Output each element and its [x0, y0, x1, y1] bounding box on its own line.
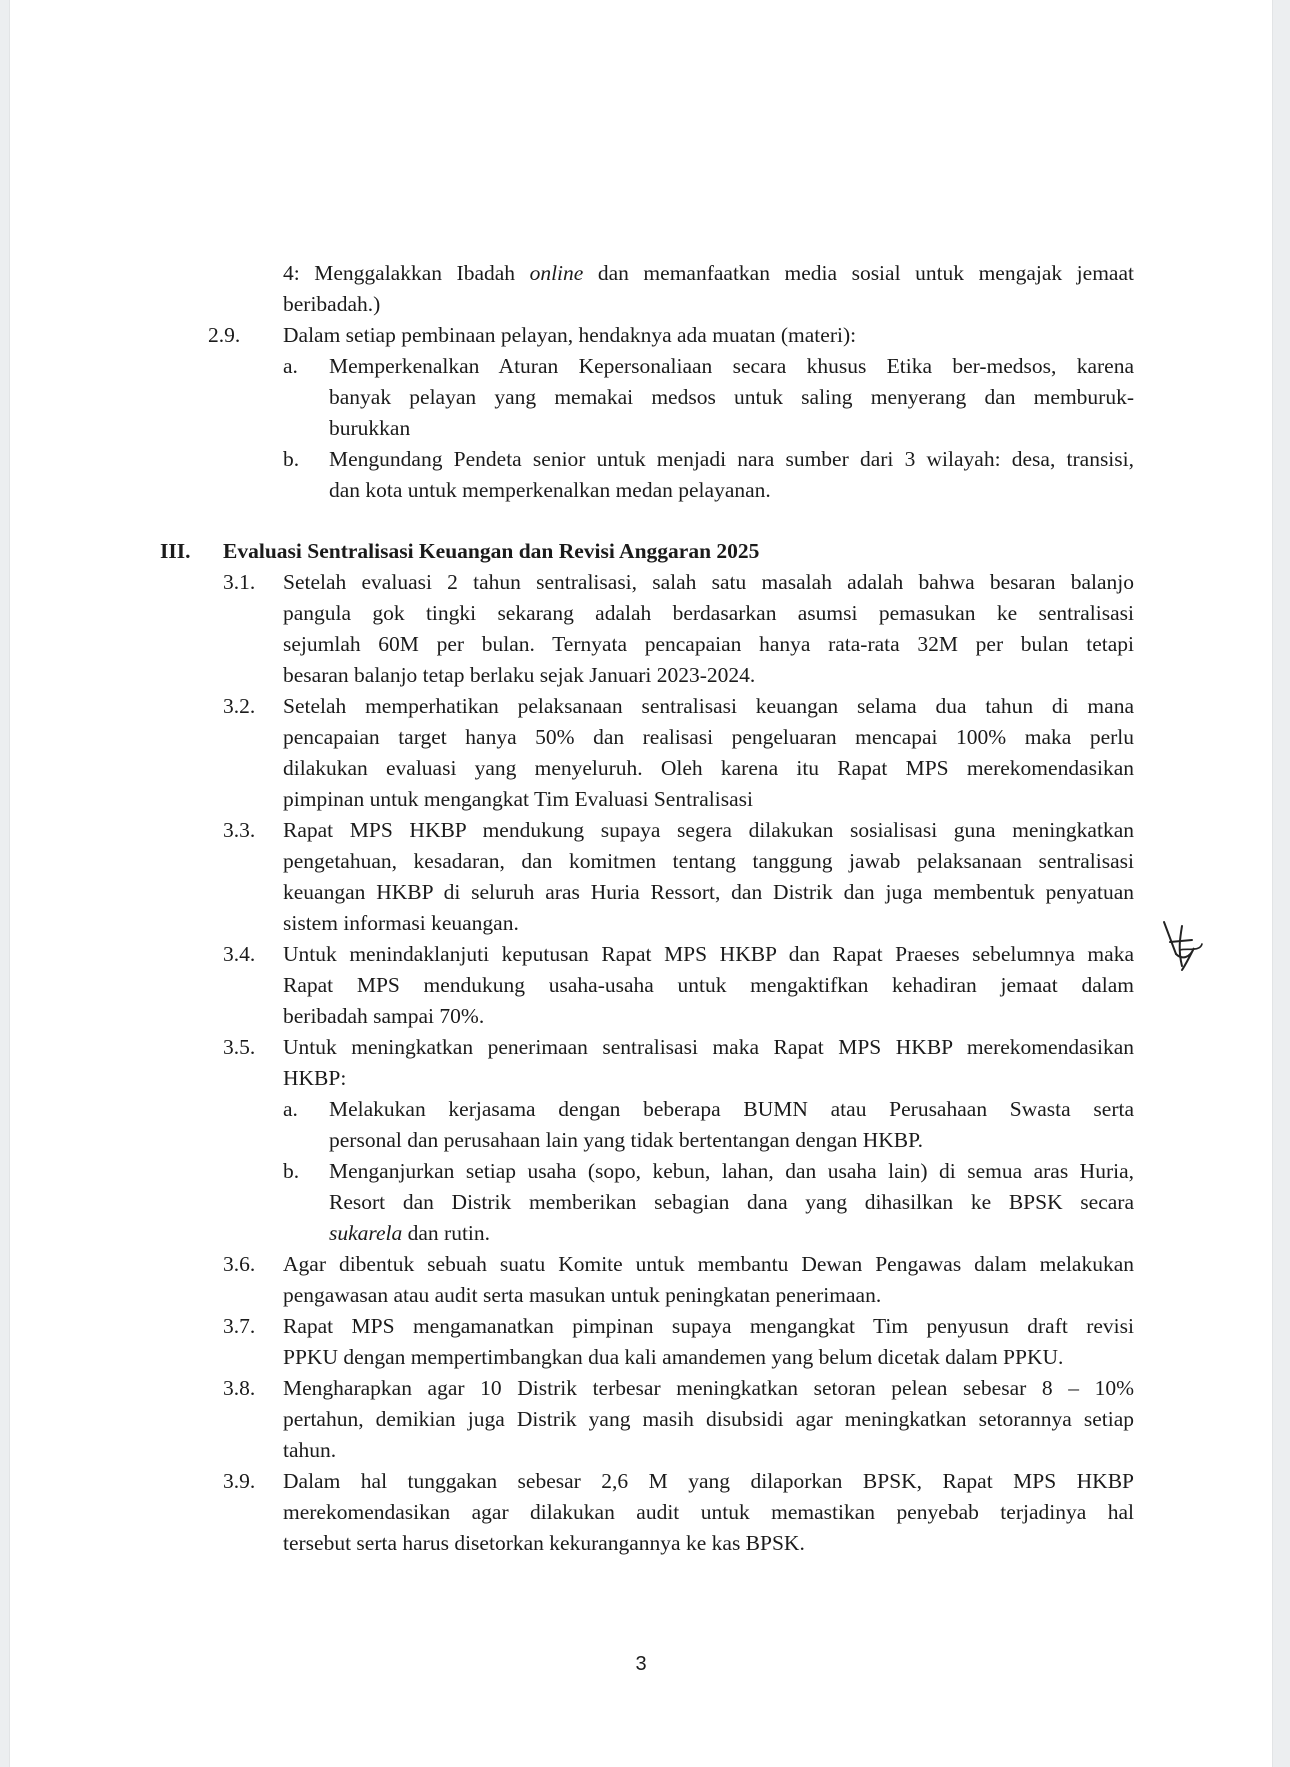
- item-3-9-line-3: tersebut serta harus disetorkan kekurangannya ke kas BPSK.: [283, 1531, 805, 1555]
- item-3-5-line-2: HKBP:: [283, 1066, 347, 1090]
- item-3-8-number: 3.8.: [223, 1376, 256, 1400]
- item-2-9-a-line-3: burukkan: [329, 416, 411, 440]
- item-3-7-line-2: PPKU dengan mempertimbangkan dua kali amandemen yang belum dicetak dalam PPKU.: [283, 1345, 1064, 1369]
- intro-line-2: beribadah.): [283, 292, 381, 316]
- item-3-5-b-line-2: Resort dan Distrik memberikan sebagian dana yang dihasilkan ke BPSK secara: [329, 1190, 1134, 1214]
- intro-text-post: dan memanfaatkan media sosial untuk mengajak jemaat: [583, 261, 1134, 285]
- item-2-9-a-line-2: banyak pelayan yang memakai medsos untuk saling menyerang dan memburuk-: [329, 385, 1134, 409]
- item-3-3-line-1: Rapat MPS HKBP mendukung supaya segera dilakukan sosialisasi guna meningkatkan: [283, 818, 1134, 842]
- item-3-9-line-2: merekomendasikan agar dilakukan audit untuk memastikan penyebab terjadinya hal: [283, 1500, 1134, 1524]
- item-3-5-a-line-1: Melakukan kerjasama dengan beberapa BUMN atau Perusahaan Swasta serta: [329, 1097, 1134, 1121]
- item-3-2-line-4: pimpinan untuk mengangkat Tim Evaluasi Sentralisasi: [283, 787, 753, 811]
- item-3-4-line-2: Rapat MPS mendukung usaha-usaha untuk mengaktifkan kehadiran jemaat dalam: [283, 973, 1134, 997]
- item-3-5-b-post: dan rutin.: [402, 1221, 491, 1245]
- intro-line-1: [283, 258, 1134, 289]
- item-3-2-number: 3.2.: [223, 694, 256, 718]
- document-page: [10, 0, 1272, 1767]
- item-3-1-line-1: Setelah evaluasi 2 tahun sentralisasi, salah satu masalah adalah bahwa besaran balanjo: [283, 570, 1134, 594]
- item-3-5-b-emphasis: sukarela: [329, 1221, 403, 1245]
- page-number: 3: [635, 1653, 647, 1675]
- item-3-8-line-3: tahun.: [283, 1438, 337, 1462]
- item-3-1-line-3: sejumlah 60M per bulan. Ternyata pencapaian hanya rata-rata 32M per bulan tetapi: [283, 632, 1134, 656]
- item-2-9-a-line-1: Memperkenalkan Aturan Kepersonaliaan secara khusus Etika ber-medsos, karena: [329, 354, 1134, 378]
- item-2-9-a-label: a.: [283, 354, 298, 378]
- item-3-4-number: 3.4.: [223, 942, 256, 966]
- item-2-9-b-line-1: Mengundang Pendeta senior untuk menjadi nara sumber dari 3 wilayah: desa, transisi,: [329, 447, 1134, 471]
- item-3-4-line-3: beribadah sampai 70%.: [283, 1004, 485, 1028]
- item-3-6-line-2: pengawasan atau audit serta masukan untuk peningkatan penerimaan.: [283, 1283, 882, 1307]
- item-3-1-line-4: besaran balanjo tetap berlaku sejak Januari 2023-2024.: [283, 663, 756, 687]
- section-3-title: Evaluasi Sentralisasi Keuangan dan Revisi Anggaran 2025: [223, 539, 760, 563]
- item-3-3-line-4: sistem informasi keuangan.: [283, 911, 519, 935]
- item-3-6-line-1: Agar dibentuk sebuah suatu Komite untuk membantu Dewan Pengawas dalam melakukan: [283, 1252, 1134, 1276]
- item-3-5-number: 3.5.: [223, 1035, 256, 1059]
- section-3-number: III.: [160, 539, 191, 563]
- item-3-9-line-1: Dalam hal tunggakan sebesar 2,6 M yang dilaporkan BPSK, Rapat MPS HKBP: [283, 1469, 1134, 1493]
- item-2-9-text: Dalam setiap pembinaan pelayan, hendaknya ada muatan (materi):: [283, 323, 857, 347]
- item-3-9-number: 3.9.: [223, 1469, 256, 1493]
- item-3-5-a-label: a.: [283, 1097, 298, 1121]
- item-2-9-b-line-2: dan kota untuk memperkenalkan medan pelayanan.: [329, 478, 771, 502]
- item-3-3-number: 3.3.: [223, 818, 256, 842]
- item-3-1-line-2: pangula gok tingki sekarang adalah berdasarkan asumsi pemasukan ke sentralisasi: [283, 601, 1134, 625]
- item-3-5-line-1: Untuk meningkatkan penerimaan sentralisasi maka Rapat MPS HKBP merekomendasikan: [283, 1035, 1134, 1059]
- item-3-3-line-2: pengetahuan, kesadaran, dan komitmen tentang tanggung jawab pelaksanaan sentralisasi: [283, 849, 1134, 873]
- intro-text-pre: 4: Menggalakkan Ibadah: [283, 261, 530, 285]
- item-3-4-line-1: Untuk menindaklanjuti keputusan Rapat MPS HKBP dan Rapat Praeses sebelumnya maka: [283, 942, 1134, 966]
- item-2-9-number: 2.9.: [208, 323, 241, 347]
- item-3-2-line-2: pencapaian target hanya 50% dan realisasi pengeluaran mencapai 100% maka perlu: [283, 725, 1134, 749]
- item-3-2-line-1: Setelah memperhatikan pelaksanaan sentralisasi keuangan selama dua tahun di mana: [283, 694, 1134, 718]
- item-3-7-line-1: Rapat MPS mengamanatkan pimpinan supaya mengangkat Tim penyusun draft revisi: [283, 1314, 1134, 1338]
- intro-text-emphasis: online: [529, 261, 584, 285]
- item-3-5-b-line-1: Menganjurkan setiap usaha (sopo, kebun, lahan, dan usaha lain) di semua aras Huria,: [329, 1159, 1134, 1183]
- item-3-2-line-3: dilakukan evaluasi yang menyeluruh. Oleh karena itu Rapat MPS merekomendasikan: [283, 756, 1134, 780]
- item-2-9-b-label: b.: [283, 447, 300, 471]
- item-3-8-line-1: Mengharapkan agar 10 Distrik terbesar meningkatkan setoran pelean sebesar 8 – 10%: [283, 1376, 1134, 1400]
- item-3-6-number: 3.6.: [223, 1252, 256, 1276]
- item-3-1-number: 3.1.: [223, 570, 256, 594]
- item-3-5-a-line-2: personal dan perusahaan lain yang tidak bertentangan dengan HKBP.: [329, 1128, 924, 1152]
- item-3-3-line-3: keuangan HKBP di seluruh aras Huria Ressort, dan Distrik dan juga membentuk penyatuan: [283, 880, 1134, 904]
- item-3-5-b-label: b.: [283, 1159, 300, 1183]
- item-3-8-line-2: pertahun, demikian juga Distrik yang masih disubsidi agar meningkatkan setorannya setiap: [283, 1407, 1134, 1431]
- item-3-7-number: 3.7.: [223, 1314, 256, 1338]
- item-3-5-b-line-3: [329, 1218, 490, 1249]
- handwritten-initial-icon: [1160, 920, 1206, 976]
